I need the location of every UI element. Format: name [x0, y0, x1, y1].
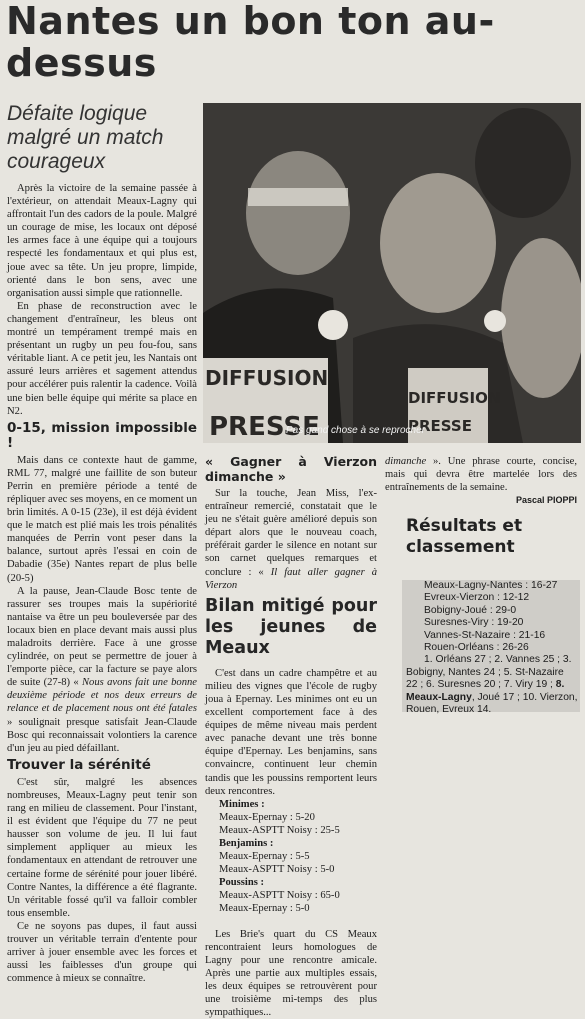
ranking-text: [406, 654, 580, 716]
text-run: 1. Orléans 27 ; 2. Vannes 25 ; 3. Bobigny, Nantes 24 ; 5. St-Nazaire 22 ; 6. Suresnes 20 ; 7. Viry 19 ;: [406, 654, 572, 691]
results-scores: [406, 580, 580, 654]
subheading: 0-15, mission impossible !: [7, 419, 197, 451]
subheading: Trouver la sérénité: [7, 756, 151, 773]
highlighted-team: 8. Meaux-Lagny: [406, 679, 565, 703]
paragraph: Après la victoire de la semaine passée à l'extérieur, on attendait Meaux-Lagny qui affrontait l'un des cadors de la poule. Malgré un courage de mise, les locaux ont déposé les armes face à une équipe qui a toujours respecté les fondamentaux et qui plus est, joue avec sa tête. Un jeu propre, limpide, orienté dans le bon sens, avec une organisation aussi simple que rationnelle.: [7, 183, 197, 299]
text-run: ». Une phrase courte, concise, mais qui devra être martelée lors des entraînements de la semaine.: [385, 456, 577, 494]
paragraph: [385, 455, 577, 494]
score-line: Meaux-Lagny-Nantes : 16-27: [424, 580, 558, 591]
results-box: [402, 580, 580, 716]
article-column-2: [205, 454, 377, 1019]
author-byline: Pascal PIOPPI: [515, 495, 577, 506]
paragraph: C'est dans un cadre champêtre et au milieu des vignes que l'école de rugby joua à Epernay. Les minimes ont eu un excellent comportement face à des équipes de même niveau mais perdent avec panache devant une très bonne équipe d'Epernay. Les benjamins, sans convaincre, continuent leur chemin tandis que les poussins remportent leurs deux rencontres.: [205, 667, 377, 797]
score-line: Meaux-Epernay : 5-20: [219, 811, 315, 823]
score-line: Meaux-Epernay : 5-0: [219, 903, 310, 915]
category-label: Poussins :: [219, 877, 265, 889]
quote-text: Nous avons fait une bonne deuxième période et nos deux erreurs de relance et de placement nous ont été fatales: [7, 677, 197, 715]
text-run: » soulignait presque satisfait Jean-Claude Bosc qui reconnaissait volontiers la carence d'un jeu au pied défaillant.: [7, 716, 197, 754]
results-title: Résultats et classement: [406, 516, 523, 557]
paragraph: Les Brie's quart du CS Meaux rencontraient leurs homologues de Lagny pour une rencontre amicale. Après une partie aux multiples essais, les deux équipes se retrouvèrent pour une troisième mi-temps des plus sympathiques...: [205, 928, 377, 1019]
photo-caption: Pas gand chose à se reprocher: [286, 425, 425, 436]
text-run: Sur la touche, Jean Miss, l'ex-entraîneur remercié, constatait que le jeu ne s'était guère amélioré depuis son départ alors que le nouveau coach, préférait garder le silence en notant sur son carnet quelques remarques et conclure : «: [205, 488, 377, 578]
article-deck: Défaite logique malgré un match courageux: [7, 102, 164, 173]
score-line: Meaux-ASPTT Noisy : 65-0: [219, 890, 340, 902]
quote-text: Il faut aller gagner à Vierzon: [205, 566, 377, 591]
paragraph: [205, 487, 377, 592]
youth-results: [205, 798, 377, 916]
jersey-sponsor-text: PRESSE: [209, 412, 320, 442]
photo-illustration: [203, 103, 581, 443]
jersey-sponsor-text: DIFFUSION: [205, 366, 329, 390]
text-run: A la pause, Jean-Claude Bosc tente de rassurer ses troupes mais la supériorité nantaise va être un peu bouleversée par des locaux bien en place devant mais aussi plus maladroits derrière. Face à une grosse cylindrée, on peut se permettre de jouer à l'emporte pièce, car la facture se paye alors de suite (27-8) «: [7, 585, 197, 689]
rugby-players-photo: [203, 103, 581, 443]
paragraph: [7, 585, 197, 755]
secondary-headline: Bilan mitigé pour les jeunes de Meaux: [205, 595, 377, 658]
jersey-sponsor-text: PRESSE: [408, 417, 472, 435]
score-line: Vannes-St-Nazaire : 21-16: [424, 629, 546, 641]
category-label: Minimes :: [219, 798, 265, 810]
score-line: Suresnes-Viry : 19-20: [424, 617, 524, 629]
paragraph: Ce ne soyons pas dupes, il faut aussi trouver un véritable terrain d'entente pour arriver à jouer ensemble avec les forces et aussi les faiblesses d'un groupe qui commence à mieux se connaître.: [7, 920, 197, 985]
score-line: Meaux-Epernay : 5-5: [219, 851, 310, 863]
score-line: Meaux-ASPTT Noisy : 25-5: [219, 824, 340, 836]
quote-text: dimanche: [385, 456, 427, 467]
score-line: Evreux-Vierzon : 12-12: [424, 592, 530, 604]
score-line: Bobigny-Joué : 29-0: [424, 604, 517, 616]
quote-subheading: « Gagner à Vierzon dimanche »: [205, 454, 377, 484]
jersey-sponsor-text: DIFFUSION: [408, 389, 501, 407]
score-line: Meaux-ASPTT Noisy : 5-0: [219, 864, 335, 876]
paragraph: Mais dans ce contexte haut de gamme, RML 77, malgré une faillite de son buteur Perrin en première période a tenté de répliquer avec ses moyens, en ce moment un brin limités. A 0-15 (23e), il est déjà évident que le match est plié mais les trois pénalités manquées de Perrin vont peser dans la balance, surtout après l'essai en coin de Dabadie (35e) Nantes repart de plus belle (20-5): [7, 454, 197, 584]
article-column-3: [385, 455, 577, 507]
paragraph: C'est sûr, malgré les absences nombreuses, Meaux-Lagny peut tenir son rang en milieu de classement. Pour l'instant, il est évident que l'équipe du 77 ne peut hausser son volume de jeu. Il lui faut simplement appliquer au mieux les fondamentaux en attendant de retrouver une certaine forme de sérénité pour jouer libéré. Contre Nantes, la différence a été flagrante. Un véritable fossé qu'il va falloir combler tous ensemble.: [7, 776, 197, 919]
article-column-1: [7, 182, 197, 985]
text-run: , Joué 17 ; 10. Vierzon, Rouen, Evreux 14.: [406, 691, 578, 716]
category-label: Benjamins :: [219, 837, 274, 849]
paragraph: En phase de reconstruction avec le changement d'entraîneur, les bleus ont montré un tempérament trempé mais en présentant un rugby un peu fou-fou, sans véritable liant. A ce petit jeu, les Nantais ont assuré leurs arrières et sagement attendus pour accélérer puis ralentir la cadence. Voilà une bien belle équipe qui mérite sa place en N2.: [7, 300, 197, 417]
article-headline: Nantes un bon ton au-dessus: [6, 0, 495, 85]
score-line: Rouen-Orléans : 26-26: [424, 642, 529, 654]
